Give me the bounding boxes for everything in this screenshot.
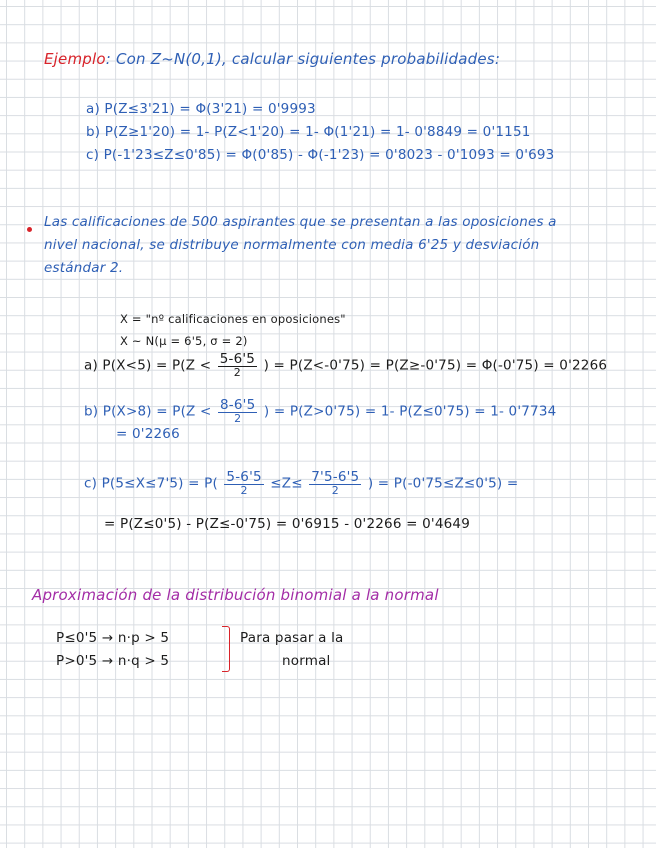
solution-a bbox=[84, 352, 607, 379]
variable-distribution: X ~ N(μ = 6'5, σ = 2) bbox=[120, 334, 248, 348]
problem-text-line-2: nivel nacional, se distribuye normalmente con media 6'25 y desviación bbox=[44, 237, 540, 253]
variable-definition: X = "nº calificaciones en oposiciones" bbox=[120, 312, 346, 326]
solution-b-denominator: 2 bbox=[234, 412, 242, 426]
solution-c-numerator-1: 5-6'5 bbox=[226, 469, 262, 485]
approximation-note-line-1: Para pasar a la bbox=[240, 630, 344, 646]
problem-text-line-3: estándar 2. bbox=[44, 260, 124, 276]
condition-1: P≤0'5 → n·p > 5 bbox=[56, 630, 170, 646]
example-title bbox=[44, 50, 500, 68]
solution-a-start: a) P(X<5) = P(Z < bbox=[84, 357, 212, 374]
solution-c-start: c) P(5≤X≤7'5) = P( bbox=[84, 475, 218, 492]
example-item-a: a) P(Z≤3'21) = Φ(3'21) = 0'9993 bbox=[86, 101, 316, 117]
solution-c-denominator-1: 2 bbox=[240, 484, 248, 498]
example-title-prefix: Ejemplo bbox=[44, 50, 106, 68]
solution-b bbox=[84, 398, 556, 425]
solution-c-denominator-2: 2 bbox=[331, 484, 339, 498]
example-title-text: : Con Z~N(0,1), calcular siguientes probabilidades: bbox=[105, 50, 501, 68]
solution-a-fraction bbox=[218, 352, 257, 379]
solution-b-start: b) P(X>8) = P(Z < bbox=[84, 403, 212, 420]
example-item-b: b) P(Z≥1'20) = 1- P(Z<1'20) = 1- Φ(1'21) = 1- 0'8849 = 0'1151 bbox=[86, 124, 531, 140]
example-item-c: c) P(-1'23≤Z≤0'85) = Φ(0'85) - Φ(-1'23) = 0'8023 - 0'1093 = 0'693 bbox=[86, 147, 555, 163]
solution-a-numerator: 5-6'5 bbox=[219, 351, 256, 367]
solution-c-fraction-2 bbox=[309, 470, 361, 497]
solution-a-denominator: 2 bbox=[233, 366, 241, 380]
problem-bullet bbox=[27, 227, 32, 232]
solution-b-result: = 0'2266 bbox=[116, 426, 180, 442]
condition-2: P>0'5 → n·q > 5 bbox=[56, 653, 170, 669]
solution-c-end: ) = P(-0'75≤Z≤0'5) = bbox=[367, 475, 519, 492]
solution-b-numerator: 8-6'5 bbox=[220, 397, 256, 413]
solution-a-end: ) = P(Z<-0'75) = P(Z≥-0'75) = Φ(-0'75) = 0'2266 bbox=[263, 357, 608, 374]
solution-b-fraction bbox=[218, 398, 257, 425]
solution-c-fraction-1 bbox=[224, 470, 263, 497]
solution-c-numerator-2: 7'5-6'5 bbox=[311, 469, 360, 485]
problem-text-line-1: Las calificaciones de 500 aspirantes que se presentan a las oposiciones a bbox=[44, 214, 557, 230]
approximation-title: Aproximación de la distribución binomial a la normal bbox=[32, 586, 439, 604]
solution-c-line-2: = P(Z≤0'5) - P(Z≤-0'75) = 0'6915 - 0'2266 = 0'4649 bbox=[104, 516, 470, 532]
solution-b-end: ) = P(Z>0'75) = 1- P(Z≤0'75) = 1- 0'7734 bbox=[263, 403, 557, 420]
right-brace bbox=[222, 626, 230, 672]
solution-c-mid: ≤Z≤ bbox=[270, 475, 303, 492]
approximation-note-line-2: normal bbox=[282, 653, 331, 669]
solution-c bbox=[84, 470, 518, 497]
